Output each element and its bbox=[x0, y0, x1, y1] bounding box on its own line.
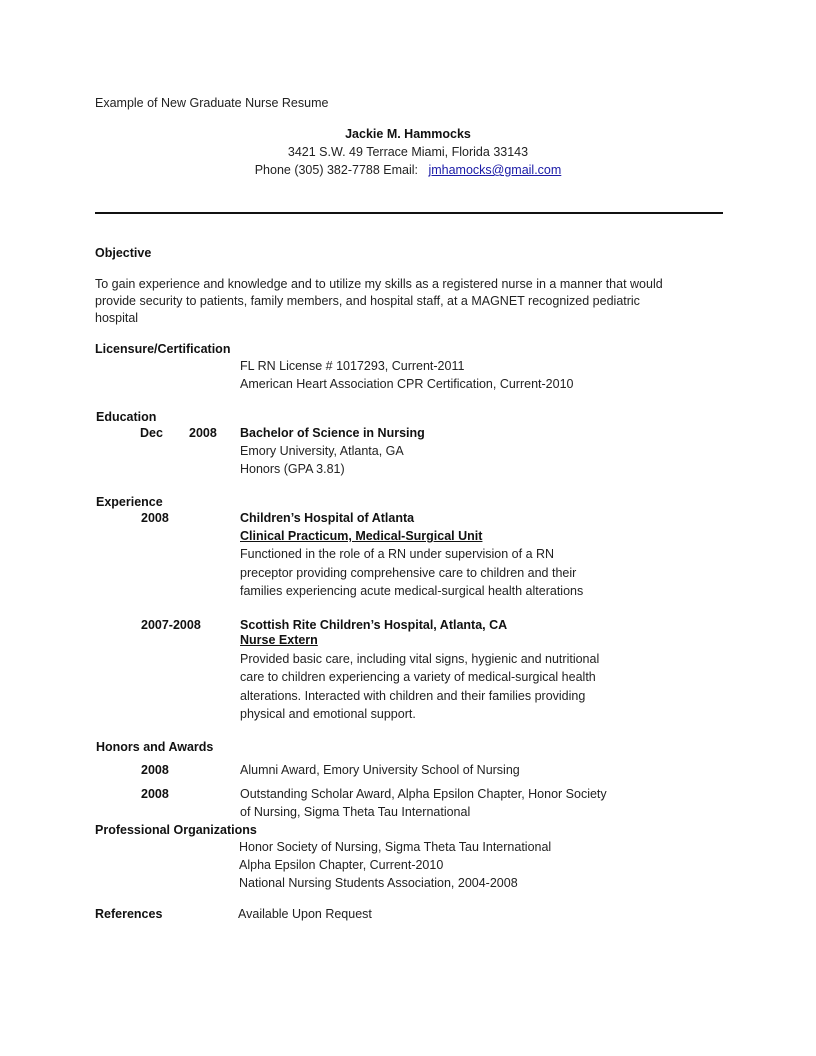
licensure-item: FL RN License # 1017293, Current-2011 bbox=[240, 359, 465, 373]
job-employer: Children’s Hospital of Atlanta bbox=[240, 511, 415, 525]
objective-line: provide security to patients, family members, and hospital staff, at a MAGNET recognized pediatric bbox=[95, 294, 640, 308]
education-degree: Bachelor of Science in Nursing bbox=[240, 426, 425, 440]
organization-item: Alpha Epsilon Chapter, Current-2010 bbox=[239, 858, 444, 872]
objective-heading: Objective bbox=[95, 246, 152, 260]
objective-line: To gain experience and knowledge and to utilize my skills as a registered nurse in a manner that would bbox=[95, 277, 663, 291]
job-description-line: physical and emotional support. bbox=[240, 707, 416, 721]
email-link[interactable]: jmhamocks@gmail.com bbox=[428, 163, 562, 177]
honor-line: Alumni Award, Emory University School of Nursing bbox=[240, 763, 520, 777]
organization-item: Honor Society of Nursing, Sigma Theta Tau International bbox=[239, 840, 552, 854]
job-description-line: care to children experiencing a variety of medical-surgical health bbox=[240, 670, 596, 684]
contact-line bbox=[0, 161, 816, 179]
job-date: 2008 bbox=[141, 511, 169, 525]
job-description-line: Functioned in the role of a RN under supervision of a RN bbox=[240, 547, 555, 561]
honor-line: of Nursing, Sigma Theta Tau International bbox=[240, 805, 471, 819]
organizations-heading: Professional Organizations bbox=[95, 823, 257, 837]
education-honors: Honors (GPA 3.81) bbox=[240, 462, 345, 476]
references-value: Available Upon Request bbox=[238, 907, 372, 921]
organization-item: National Nursing Students Association, 2004-2008 bbox=[239, 876, 518, 890]
licensure-item: American Heart Association CPR Certification, Current-2010 bbox=[240, 377, 574, 391]
honor-year: 2008 bbox=[141, 787, 169, 801]
education-year: 2008 bbox=[189, 426, 217, 440]
applicant-address: 3421 S.W. 49 Terrace Miami, Florida 33143 bbox=[287, 145, 529, 159]
job-description-line: alterations. Interacted with children and their families providing bbox=[240, 689, 586, 703]
references-heading: References bbox=[95, 907, 163, 921]
objective-line: hospital bbox=[95, 311, 139, 325]
education-school: Emory University, Atlanta, GA bbox=[240, 444, 404, 458]
job-description-line: families experiencing acute medical-surgical health alterations bbox=[240, 584, 584, 598]
job-date: 2007-2008 bbox=[141, 618, 201, 632]
honors-heading: Honors and Awards bbox=[96, 740, 214, 754]
job-employer: Scottish Rite Children’s Hospital, Atlanta, CA bbox=[240, 618, 508, 632]
job-description-line: preceptor providing comprehensive care to children and their bbox=[240, 566, 577, 580]
education-heading: Education bbox=[96, 410, 157, 424]
job-role: Clinical Practicum, Medical-Surgical Unit bbox=[240, 529, 483, 543]
education-month: Dec bbox=[140, 426, 163, 440]
applicant-name: Jackie M. Hammocks bbox=[345, 127, 471, 141]
document-title: Example of New Graduate Nurse Resume bbox=[95, 96, 329, 110]
header-divider bbox=[95, 212, 723, 214]
experience-heading: Experience bbox=[96, 495, 163, 509]
honor-year: 2008 bbox=[141, 763, 169, 777]
job-description-line: Provided basic care, including vital signs, hygienic and nutritional bbox=[240, 652, 600, 666]
contact-prefix: Phone (305) 382-7788 Email: bbox=[254, 163, 419, 177]
job-role: Nurse Extern bbox=[240, 633, 318, 647]
licensure-heading: Licensure/Certification bbox=[95, 342, 231, 356]
honor-line: Outstanding Scholar Award, Alpha Epsilon Chapter, Honor Society bbox=[240, 787, 607, 801]
